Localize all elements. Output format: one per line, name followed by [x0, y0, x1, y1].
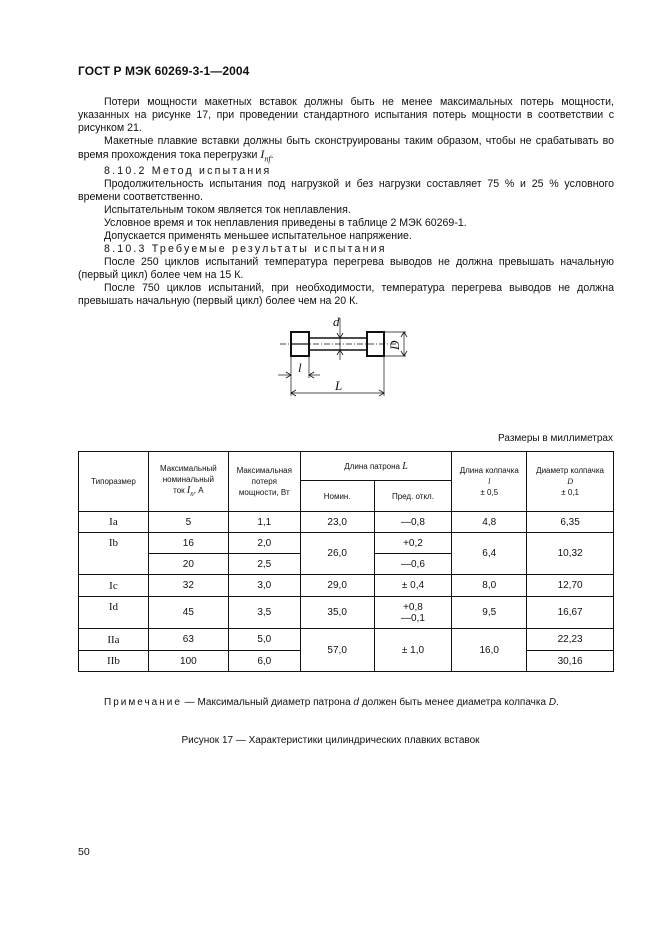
cell-loss: 6,0	[228, 651, 300, 672]
header-text: , А	[193, 486, 204, 495]
col-header-cap-diameter	[527, 452, 614, 512]
col-header-nominal: Номин.	[300, 481, 374, 512]
col-header-power-loss: Максимальная потеря мощности, Вт	[228, 452, 300, 512]
cell-nominal: 26,0	[300, 533, 374, 575]
cell-current: 63	[148, 629, 228, 651]
note-symbol-d: d	[353, 697, 359, 708]
header-text: Длина колпачка	[459, 466, 519, 475]
cell-cap-diameter: 10,32	[527, 533, 614, 575]
symbol-letter: I	[186, 485, 191, 496]
dim-label-D: D	[387, 340, 402, 350]
cell-nominal: 23,0	[300, 512, 374, 533]
section-heading: 8.10.2 Метод испытания	[104, 165, 272, 178]
header-text: ток	[173, 486, 185, 495]
paragraph-text: Макетные плавкие вставки должны быть сконструированы таким образом, чтобы не срабатывать во время прохождения тока перегрузки	[78, 135, 614, 161]
cell-deviation: —0,6	[374, 554, 452, 575]
paragraph: Продолжительность испытания под нагрузкой и без нагрузки составляет 75 % и 25 % условного времени соответственно.	[78, 178, 614, 204]
table-note	[104, 697, 559, 708]
cell-type: Ia	[79, 512, 149, 533]
cell-current: 5	[148, 512, 228, 533]
cell-deviation: —0,8	[374, 512, 452, 533]
table-row	[79, 629, 614, 651]
document-header: ГОСТ Р МЭК 60269-3-1—2004	[78, 64, 250, 78]
current-symbol	[187, 485, 194, 496]
paragraph: После 250 циклов испытаний температура перегрева выводов не должна превышать начальную (первый цикл) более чем на 15 К.	[78, 256, 614, 282]
fuse-dimensions-table	[78, 451, 614, 672]
deviation-minus: —0,1	[400, 612, 425, 624]
symbol-subscript: n	[190, 490, 194, 498]
cell-current: 45	[148, 597, 228, 629]
header-text: Диаметр колпачка	[536, 466, 604, 475]
cell-current: 100	[148, 651, 228, 672]
units-note: Размеры в миллиметрах	[498, 433, 613, 444]
cell-deviation	[374, 597, 452, 629]
length-symbol: L	[402, 460, 408, 472]
fuse-link-drawing	[278, 312, 418, 402]
page-number: 50	[78, 846, 90, 858]
cell-cap-diameter: 6,35	[527, 512, 614, 533]
body-text	[78, 96, 614, 308]
cell-type: Ib	[79, 533, 149, 575]
cell-cap-diameter: 22,23	[527, 629, 614, 651]
symbol-letter: I	[260, 147, 265, 161]
cell-loss: 5,0	[228, 629, 300, 651]
paragraph: Условное время и ток неплавления приведены в таблице 2 МЭК 60269-1.	[104, 217, 467, 230]
cell-type: IIa	[79, 629, 149, 651]
section-heading: 8.10.3 Требуемые результаты испытания	[104, 243, 387, 256]
note-text: .	[556, 697, 559, 708]
cell-cap-length: 16,0	[452, 629, 527, 672]
paragraph: Допускается применять меньшее испытательное напряжение.	[104, 230, 412, 243]
cap-diameter-symbol: D	[567, 477, 573, 486]
cell-type: Id	[79, 597, 149, 629]
cell-cap-diameter: 16,67	[527, 597, 614, 629]
cell-loss: 3,0	[228, 575, 300, 597]
cell-cap-length: 9,5	[452, 597, 527, 629]
header-text: ± 0,5	[480, 488, 499, 497]
cell-cap-diameter: 12,70	[527, 575, 614, 597]
table-row	[79, 533, 614, 554]
cell-deviation: ± 0,4	[374, 575, 452, 597]
cap-length-symbol: l	[488, 477, 491, 486]
cell-loss: 3,5	[228, 597, 300, 629]
cell-loss: 1,1	[228, 512, 300, 533]
table-row	[79, 597, 614, 629]
note-text: должен быть менее диаметра колпачка	[358, 697, 549, 708]
table-row	[79, 575, 614, 597]
paragraph: Потери мощности макетных вставок должны быть не менее максимальных потерь мощности, указанных на рисунке 17, при проведении стандартного испытания потерь мощности в соответствии с рисунком 21.	[78, 96, 614, 134]
dim-label-d: d	[333, 314, 340, 329]
cell-cap-length: 4,8	[452, 512, 527, 533]
cell-nominal: 57,0	[300, 629, 374, 672]
cell-cap-length: 8,0	[452, 575, 527, 597]
overload-current-symbol	[260, 147, 271, 164]
cell-nominal: 35,0	[300, 597, 374, 629]
dim-label-l: l	[298, 360, 302, 375]
symbol-subscript: nf	[264, 154, 271, 164]
header-text: Длина патрона	[344, 461, 400, 471]
note-label: Примечание	[104, 697, 182, 708]
cell-loss: 2,0	[228, 533, 300, 554]
cell-deviation: ± 1,0	[374, 629, 452, 672]
col-header-cap-length	[452, 452, 527, 512]
deviation-plus: +0,8	[403, 601, 423, 613]
cell-current: 32	[148, 575, 228, 597]
note-text: — Максимальный диаметр патрона	[181, 697, 354, 708]
cell-cap-length: 6,4	[452, 533, 527, 575]
cell-current: 20	[148, 554, 228, 575]
table-row	[79, 512, 614, 533]
col-header-type: Типоразмер	[79, 452, 149, 512]
paragraph	[78, 135, 614, 165]
figure-caption: Рисунок 17 — Характеристики цилиндрических плавких вставок	[181, 735, 480, 746]
cell-type: IIb	[79, 651, 149, 672]
dim-label-L: L	[335, 378, 343, 393]
header-text: Максимальный номинальный	[160, 464, 217, 484]
note-symbol-D: D	[548, 697, 557, 708]
col-header-deviation: Пред. откл.	[374, 481, 452, 512]
col-header-rated-current	[148, 452, 228, 512]
header-text: ± 0,1	[561, 488, 579, 497]
cell-cap-diameter: 30,16	[527, 651, 614, 672]
col-header-cartridge-length	[300, 452, 452, 481]
cell-current: 16	[148, 533, 228, 554]
cell-loss: 2,5	[228, 554, 300, 575]
cell-nominal: 29,0	[300, 575, 374, 597]
paragraph-end: .	[270, 149, 274, 161]
paragraph: После 750 циклов испытаний, при необходимости, температура перегрева выводов не должна превышать начальную (первый цикл) более чем на 20 К.	[78, 282, 614, 308]
cell-type: Ic	[79, 575, 149, 597]
paragraph: Испытательным током является ток неплавления.	[104, 204, 351, 217]
cell-deviation: +0,2	[374, 533, 452, 554]
